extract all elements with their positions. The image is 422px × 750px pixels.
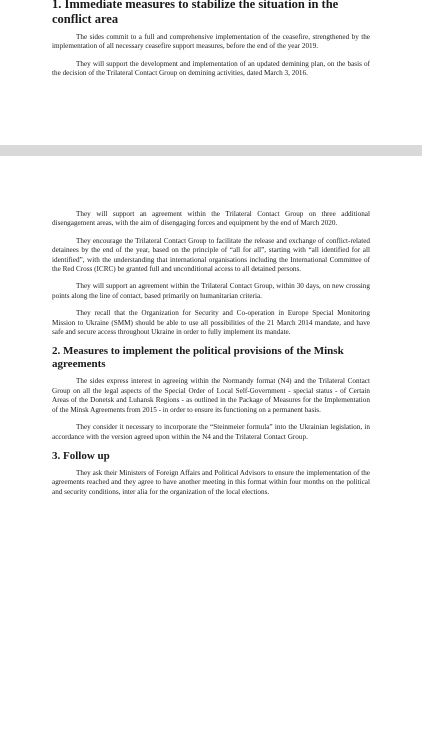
paragraph-crossing-points: They will support an agreement within the Trilateral Contact Group, within 30 days, on new crossing points along the line of contact, based primarily on humanitarian criteria. — [52, 282, 370, 300]
section-1-heading: 1. Immediate measures to stabilize the situation in the conflict area — [52, 0, 339, 26]
paragraph-disengagement: They will support an agreement within the Trilateral Contact Group on three additional disengagement areas, with the aim of disengaging forces and equipment by the end of March 2020. — [52, 210, 370, 228]
paragraph-ceasefire: The sides commit to a full and comprehensive implementation of the ceasefire, strengthened by the implementation of all necessary ceasefire support measures, before the end of the year 2019. — [52, 33, 370, 51]
section-3-heading: 3. Follow up — [52, 449, 110, 462]
paragraph-follow-up: They ask their Ministers of Foreign Affairs and Political Advisors to ensure the implementation of the agreements reached and they agree to have another meeting in this format within four months on the political and security conditions, inter alia for the organization of the local elections. — [52, 468, 370, 496]
paragraph-demining: They will support the development and implementation of an updated demining plan, on the basis of the decision of the Trilateral Contact Group on demining activities, dated March 3, 2016. — [52, 59, 370, 78]
document-page-2 — [0, 156, 422, 750]
paragraph-smm: They recall that the Organization for Security and Co-operation in Europe Special Monitoring Mission to Ukraine (SMM) should be able to use all possibilities of the 21 March 2014 mandate, and have safe and secure access throughout Ukraine in order to fully implement its mandate. — [52, 309, 370, 337]
document-page-1 — [0, 0, 422, 145]
section-2-heading: 2. Measures to implement the political provisions of the Minsk agreements — [52, 345, 344, 371]
paragraph-detainees: They encourage the Trilateral Contact Group to facilitate the release and exchange of conflict-related detainees by the end of the year, based on the principle of “all for all”, starting with “all identified for all identified”, with the understanding that international organisations including the International Committee of the Red Cross (ICRC) be granted full and unconditional access to all detained persons. — [52, 236, 370, 274]
paragraph-legal-aspects: The sides express interest in agreeing within the Normandy format (N4) and the Trilateral Contact Group on all the legal aspects of the Special Order of Local Self-Government - special status - of Certain Areas of the Donetsk and Luhansk Regions - as outlined in the Package of Measures for the Implementation of the Minsk Agreements from 2015 - in order to ensure its functioning on a permanent basis. — [52, 377, 370, 414]
paragraph-steinmeier-formula: They consider it necessary to incorporate the “Steinmeier formula” into the Ukrainian legislation, in accordance with the version agreed upon within the N4 and the Trilateral Contact Group. — [52, 423, 370, 441]
